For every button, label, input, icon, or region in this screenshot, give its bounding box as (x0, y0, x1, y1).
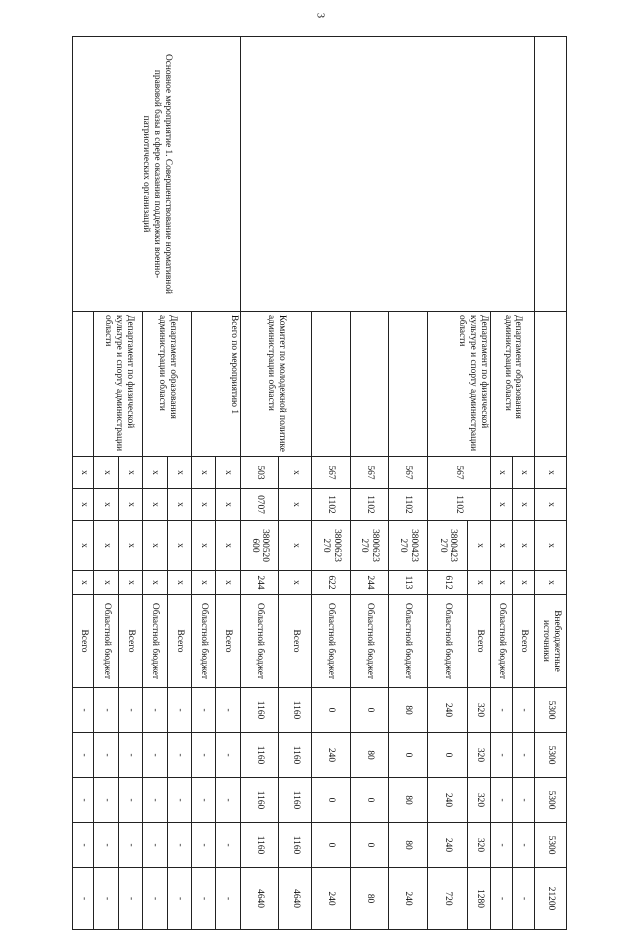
code-cell: х (94, 489, 118, 521)
value-cell: - (143, 688, 167, 733)
agency-cell-blank (350, 312, 389, 457)
value-cell: - (143, 823, 167, 868)
value-cell: - (513, 823, 535, 868)
source-cell: Областной бюджет (350, 595, 389, 688)
code-cell: 3800623 270 (350, 521, 389, 571)
value-cell: 1280 (468, 868, 490, 930)
code-cell: х (279, 571, 312, 595)
table-row (513, 37, 535, 930)
source-cell: Всего (167, 595, 191, 688)
value-cell: - (73, 868, 94, 930)
source-cell: Всего (73, 595, 94, 688)
value-cell: 1160 (279, 733, 312, 778)
value-cell: 80 (389, 688, 428, 733)
value-cell: 1160 (240, 778, 279, 823)
value-cell: 5300 (535, 733, 567, 778)
value-cell: 720 (427, 868, 468, 930)
code-cell: 1102 (350, 489, 389, 521)
code-cell: х (513, 457, 535, 489)
code-cell: х (143, 521, 167, 571)
value-cell: 0 (311, 778, 350, 823)
code-cell: х (513, 521, 535, 571)
value-cell: 320 (468, 823, 490, 868)
value-cell: - (490, 823, 512, 868)
source-cell: Областной бюджет (427, 595, 468, 688)
code-cell: х (118, 489, 142, 521)
source-cell: Областной бюджет (389, 595, 428, 688)
value-cell: - (118, 778, 142, 823)
code-cell: х (513, 489, 535, 521)
source-cell: Всего (279, 595, 312, 688)
code-cell: х (94, 457, 118, 489)
source-cell: Внебюджетные источники (535, 595, 567, 688)
source-cell: Областной бюджет (240, 595, 279, 688)
value-cell: - (513, 733, 535, 778)
value-cell: 1160 (240, 733, 279, 778)
code-cell: х (73, 457, 94, 489)
source-cell: Областной бюджет (143, 595, 167, 688)
code-cell: 1102 (427, 489, 490, 521)
value-cell: - (216, 778, 240, 823)
value-cell: - (118, 868, 142, 930)
value-cell: - (73, 823, 94, 868)
value-cell: - (143, 778, 167, 823)
code-cell: х (191, 489, 215, 521)
value-cell: - (490, 868, 512, 930)
value-cell: - (490, 733, 512, 778)
code-cell: 622 (311, 571, 350, 595)
value-cell: 0 (311, 688, 350, 733)
code-cell: 3800623 270 (311, 521, 350, 571)
value-cell: - (191, 688, 215, 733)
code-cell: 567 (311, 457, 350, 489)
code-cell: х (118, 457, 142, 489)
value-cell: - (94, 733, 118, 778)
value-cell: - (167, 733, 191, 778)
code-cell: х (167, 489, 191, 521)
code-cell: х (216, 521, 240, 571)
code-cell: х (216, 571, 240, 595)
code-cell: х (143, 489, 167, 521)
code-cell: 567 (389, 457, 428, 489)
value-cell: - (490, 688, 512, 733)
value-cell: - (143, 733, 167, 778)
value-cell: - (216, 868, 240, 930)
code-cell: х (167, 521, 191, 571)
code-cell: 3800423 270 (427, 521, 468, 571)
code-cell: х (490, 571, 512, 595)
value-cell: 80 (389, 823, 428, 868)
code-cell: х (535, 571, 567, 595)
code-cell: х (535, 489, 567, 521)
value-cell: 5300 (535, 823, 567, 868)
code-cell: х (535, 521, 567, 571)
code-cell: х (490, 457, 512, 489)
code-cell: 1102 (389, 489, 428, 521)
value-cell: 240 (311, 868, 350, 930)
page-number: 3 (314, 13, 326, 18)
value-cell: 320 (468, 688, 490, 733)
value-cell: - (94, 688, 118, 733)
value-cell: - (216, 688, 240, 733)
value-cell: - (191, 778, 215, 823)
value-cell: - (191, 823, 215, 868)
code-cell: х (191, 457, 215, 489)
value-cell: 0 (350, 688, 389, 733)
value-cell: 80 (389, 778, 428, 823)
agency-cell: Департамент по физической культуре и спорту администрации области (94, 312, 143, 457)
value-cell: 240 (427, 688, 468, 733)
agency-cell-blank (311, 312, 350, 457)
value-cell: - (143, 868, 167, 930)
rotated-table-wrapper (72, 36, 567, 911)
agency-cell: Департамент по физической культуре и спорту администрации области (427, 312, 490, 457)
code-cell: х (73, 571, 94, 595)
value-cell: - (73, 688, 94, 733)
code-cell: х (94, 571, 118, 595)
code-cell: х (216, 489, 240, 521)
value-cell: - (94, 778, 118, 823)
event-cell-blank (535, 37, 567, 312)
value-cell: 1160 (279, 823, 312, 868)
code-cell: 567 (427, 457, 490, 489)
value-cell: - (118, 688, 142, 733)
code-cell: 612 (427, 571, 468, 595)
agency-cell-blank (73, 312, 94, 457)
code-cell: 0707 (240, 489, 279, 521)
source-cell: Областной бюджет (311, 595, 350, 688)
code-cell: х (118, 571, 142, 595)
code-cell: х (94, 521, 118, 571)
value-cell: - (191, 733, 215, 778)
agency-cell: Всего по мероприятию 1 (191, 312, 240, 457)
value-cell: - (191, 868, 215, 930)
event-cell-blank (240, 37, 535, 312)
value-cell: 4640 (240, 868, 279, 930)
value-cell: - (94, 823, 118, 868)
code-cell: 244 (240, 571, 279, 595)
table-row (535, 37, 567, 930)
code-cell: х (143, 457, 167, 489)
agency-cell: Департамент образования администрации области (143, 312, 192, 457)
code-cell: х (118, 521, 142, 571)
value-cell: - (513, 868, 535, 930)
code-cell: 1102 (311, 489, 350, 521)
value-cell: 1160 (279, 688, 312, 733)
source-cell: Всего (216, 595, 240, 688)
agency-cell-blank (389, 312, 428, 457)
value-cell: 240 (427, 778, 468, 823)
value-cell: - (167, 778, 191, 823)
table-row (216, 37, 240, 930)
value-cell: - (73, 778, 94, 823)
value-cell: 5300 (535, 688, 567, 733)
code-cell: х (216, 457, 240, 489)
value-cell: 1160 (240, 823, 279, 868)
code-cell: х (167, 571, 191, 595)
agency-cell: Комитет по молодежной политике администрации области (240, 312, 311, 457)
value-cell: 80 (350, 733, 389, 778)
value-cell: 0 (311, 823, 350, 868)
value-cell: 0 (350, 823, 389, 868)
value-cell: 0 (350, 778, 389, 823)
value-cell: 80 (350, 868, 389, 930)
code-cell: 244 (350, 571, 389, 595)
value-cell: 21200 (535, 868, 567, 930)
code-cell: х (279, 489, 312, 521)
value-cell: - (167, 688, 191, 733)
code-cell: х (490, 489, 512, 521)
code-cell: 3800520 600 (240, 521, 279, 571)
code-cell: 113 (389, 571, 428, 595)
code-cell: х (73, 521, 94, 571)
source-cell: Областной бюджет (490, 595, 512, 688)
value-cell: 4640 (279, 868, 312, 930)
code-cell: х (73, 489, 94, 521)
value-cell: 240 (427, 823, 468, 868)
value-cell: - (73, 733, 94, 778)
value-cell: - (216, 733, 240, 778)
value-cell: - (513, 778, 535, 823)
value-cell: - (216, 823, 240, 868)
value-cell: - (118, 823, 142, 868)
value-cell: 240 (389, 868, 428, 930)
code-cell: х (535, 457, 567, 489)
code-cell: х (468, 521, 490, 571)
code-cell: х (167, 457, 191, 489)
value-cell: 0 (427, 733, 468, 778)
source-cell: Всего (468, 595, 490, 688)
source-cell: Всего (513, 595, 535, 688)
code-cell: х (279, 457, 312, 489)
value-cell: 240 (311, 733, 350, 778)
value-cell: 1160 (240, 688, 279, 733)
value-cell: 5300 (535, 778, 567, 823)
source-cell: Всего (118, 595, 142, 688)
value-cell: 320 (468, 778, 490, 823)
code-cell: х (468, 571, 490, 595)
code-cell: х (279, 521, 312, 571)
event-title: Основное мероприятие 1. Совершенствование нормативной правовой базы в сфере оказания поддержки военно-патриотических организаций (73, 37, 241, 312)
value-cell: - (490, 778, 512, 823)
code-cell: х (191, 521, 215, 571)
value-cell: - (167, 868, 191, 930)
code-cell: х (191, 571, 215, 595)
agency-cell: Департамент образования администрации области (490, 312, 535, 457)
source-cell: Областной бюджет (94, 595, 118, 688)
value-cell: 0 (389, 733, 428, 778)
value-cell: - (513, 688, 535, 733)
code-cell: х (490, 521, 512, 571)
value-cell: 1160 (279, 778, 312, 823)
budget-table (72, 36, 567, 930)
code-cell: х (143, 571, 167, 595)
value-cell: - (167, 823, 191, 868)
code-cell: 567 (350, 457, 389, 489)
code-cell: 503 (240, 457, 279, 489)
value-cell: 320 (468, 733, 490, 778)
code-cell: 3800423 270 (389, 521, 428, 571)
value-cell: - (118, 733, 142, 778)
value-cell: - (94, 868, 118, 930)
source-cell: Областной бюджет (191, 595, 215, 688)
code-cell: х (513, 571, 535, 595)
agency-cell (535, 312, 567, 457)
